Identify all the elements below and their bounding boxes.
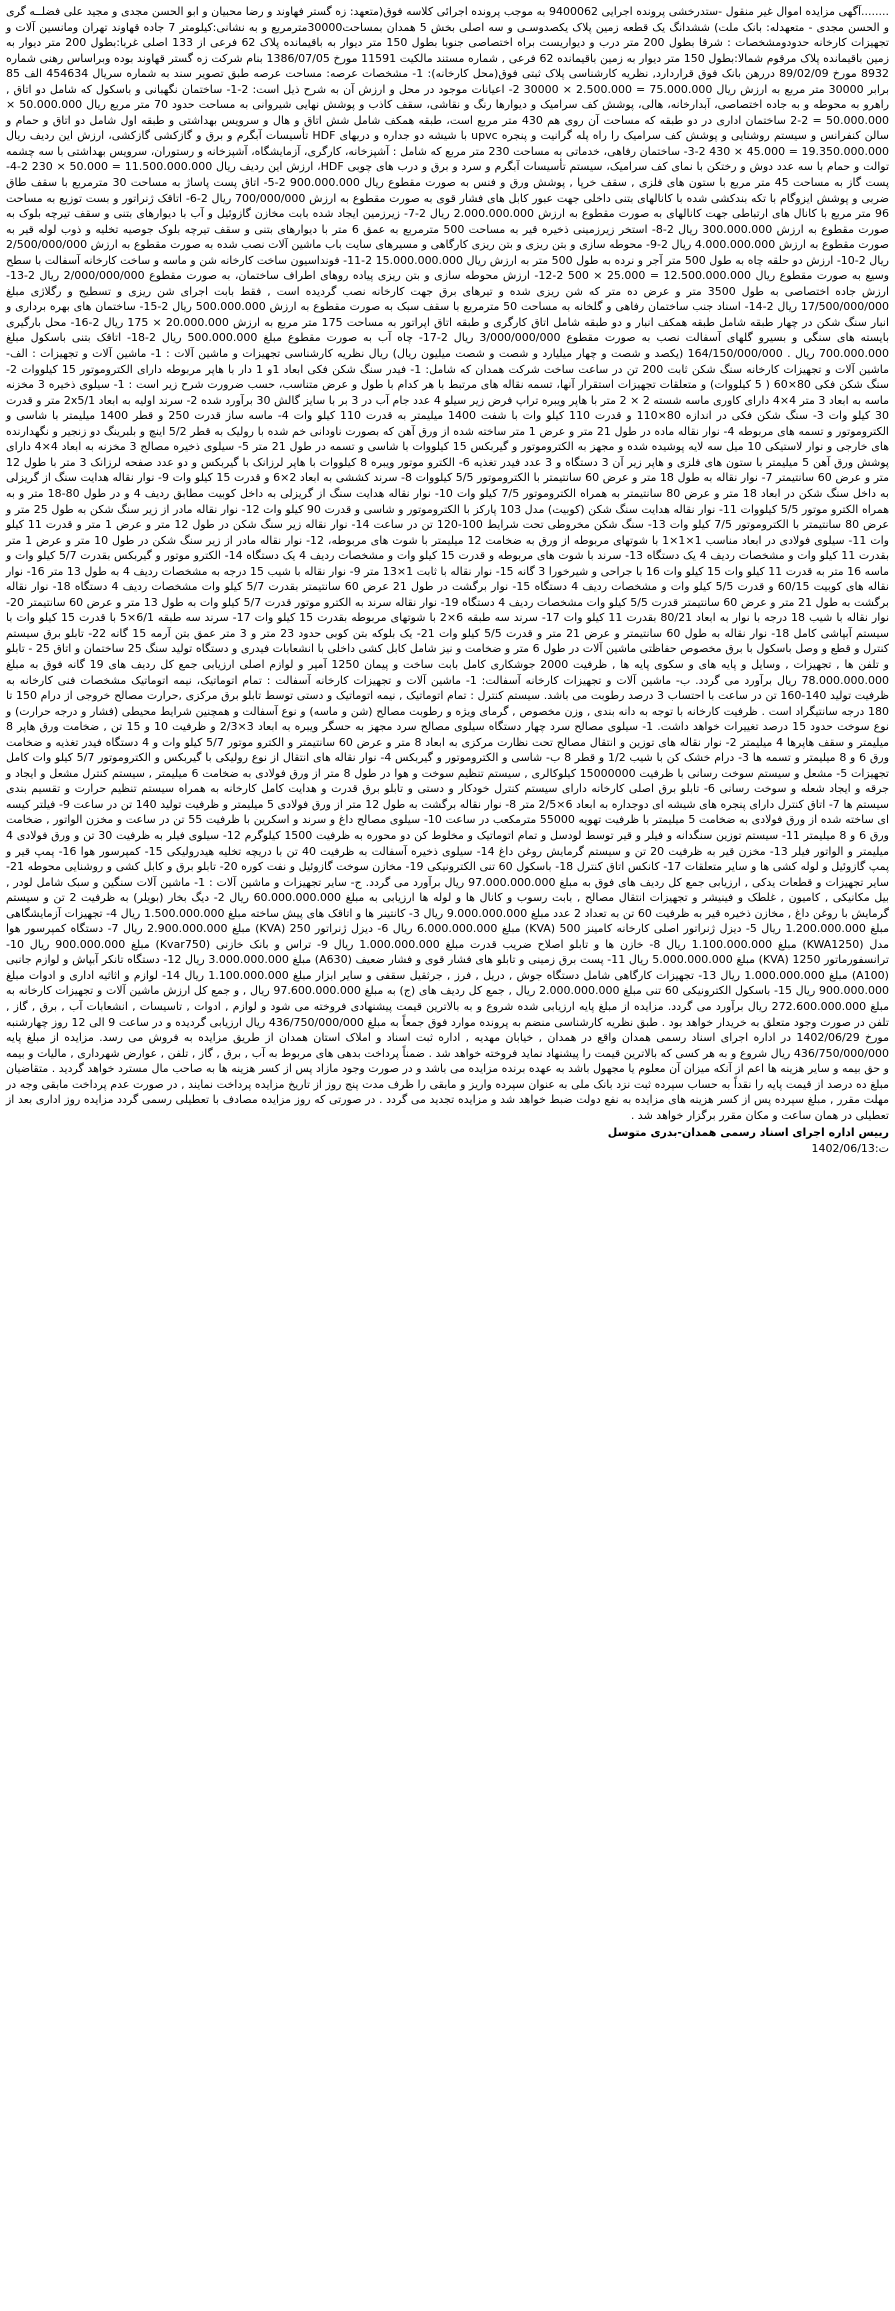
notice-signature: رییس اداره اجرای اسناد رسمی همدان-بدری متوسل [607,1126,889,1140]
notice-date: 1402/06/13:ت [811,1141,889,1155]
notice-body-text: ........آگهی مزایده اموال غیر منقول -ستدرخشی پرونده اجرایی 9400062 به موجب پرونده اجرائی کلاسه فوق(متعهد: زه گستر فهاوند و رضا محبیان و ابو الحسن مجدی و مجید علی فضلــه گری و الحسن مجدی - متعهدله: بانک ملت) ششدانگ یک قطعه زمین پلاک یکصدوسـی و سه اصلی بخش 5 همدان بمساحت30000مترمربع و به نشانی:کیلومتر 7 جاده قهاوند تهران ومانسین آلات و تجهیزات کارخانه حدودومشخصات : شرقا بطول 200 متر درب و دیواریست براه اختصاصی جنوبا بطول 150 متر دیوار به باقیمانده پلاک 62 فرعی از 133 اصلی غربا:بطول 200 متر دیوار به زمین باقیمانده پلاک مرقوم شمالا:بطول 150 متر دیوار به زمین باقیمانده 62 فرعی , شماره مستند مالکیت 11591 مورخ 1386/07/05 بنام شرکت زه گستر قهاوند بوده وبراساس رهنی شماره 8932 مورخ 89/02/09 دررهن بانک فوق قراردارد, نظریه کارشناسی پلاک ثبتی فوق(محل کارخانه): 1- مشخصات عرصه: مساحت عرصه طبق تصویر سند به شماره سریال 454634 الف 85 برابر 30000 متر مربع به ارزش ریال 75.000.000 = 2.500.000 × 30000 2- اعیانات موجود در محل و ارزش آن به شرح ذیل است: 2-1- ساختمان نگهبانی و باسکول که شامل دو اتاق , راهرو به محوطه و به جاده اختصاصی، آبدارخانه، هالی، پوشش کف سرامیک و دیوارها رنگ و نقاشی، سقف کاذب و پوشش نهایی شیروانی به مساحت حدود 70 متر مربع ریال 50.000.000 × 50.000.000 = 2-2 ساختمان اداری در دو طبقه که مساحت آن روی هم 430 متر مربع است، طبقه همکف شامل شش اتاق و هال و سرویس بهداشتی و طبقه اول شامل دو اتاق و حمام و سالن کنفرانس و سیستم روشنایی و پوشش کف سرامیک را راه پله گرانیت و پنجره upvc با شیشه دو جداره و دربهای HDF تأسیسات آبگرم و برق و گازکشی گازکشی، ارزش این ردیف ریال 19.350.000.000 = 45.000 × 430 2-3- ساختمان رفاهی، خدماتی به مساحت 230 متر مربع که شامل : آشپزخانه، کارگری، آزمایشگاه، آشپزخانه و رستوران، سرویس بهداشتی با سه چشمه توالت و حمام با سه عدد دوش و رختکن با نمای کف سرامیک، سیستم تأسیسات آبگرم و سرد و برق و درب های چوبی HDF، ارزش این ردیف ریال 11.500.000.000 = 50.000 × 230 2-4- پست گاز به مساحت 45 متر مربع با ستون های فلزی , سقف خرپا , پوشش ورق و فنس به صورت مقطوع ریال 900.000.000 2-5- اتاق پست پاساژ به مساحت 30 مترمربع با سقف طاق ضربی و پوشش ایزوگام با تکه بندکشی شده با کانالهای بتنی داخلی جهت عبور کابل های فشار قوی به صورت مقطوع به ارزش 700/000/000 ریال 2-6- اتاقک ژنراتور و بست توزیع به مساحت 96 متر مربع با کانال های ارتباطی جهت کانالهای به صورت مقطوع به ارزش 2.000.000.000 ریال 2-7- زیرزمین ایجاد شده بابت مخازن گازوئیل و آب با دیوارهای بتنی و سقف تیرچه بلوک به صورت مقطوع به ارزش 300.000.000 ریال 2-8- استخر زیرزمینی ذخیره قیر به مساحت 500 مترمربع به عمق 6 متر با دیوارهای بتنی و سقف تیرچه بلوک جوصیه تخلیه و ذوب لوله قیر به صورت مقطوع به ارزش 4.000.000.000 ریال 2-9- محوطه سازی و بتن ریزی و بتن ریزی کارگاهی و مسیرهای سایت باب ماشین آلات نصب شده به صورت مقطوع به ارزش 2/500/000/000 ریال 2-10- ارزش دو حلقه چاه به طول 500 متر آجر و نرده به طول 500 متر به ارزش ریال 15.000.000.000 2-11- فونداسیون ساخت کارخانه شن و ماسه و ساخت کارخانه آسفالت با سطح وسیع به صورت مقطوع ریال 12.500.000.000 = 25.000 × 500 2-12- ارزش محوطه سازی و بتن ریزی پیاده روهای اطراف ساختمان، به صورت مقطوع 2/000/000/000 ریال 2-13- ارزش جاده اختصاصی به طول 3500 متر و عرض ده متر که شن ریزی شده و تیرهای برق جهت کارخانه نصب گردیده است , فقط بابت اجرای شن ریزی و تسطیح و رگلاژی مبلغ 17/500/000/000 ریال 2-14- اسناد جنب ساختمان رفاهی و گلخانه به مساحت 50 مترمربع با سقف سبک به صورت مقطوع به ارزش 500.000.000 ریال 2-15- ساختمان های بهره برداری و انبار سنگ شکن در چهار طبقه شامل طبقه همکف انبار و دو طبقه شامل اتاق کارگری و طبقه اتاق اپراتور به مساحت 175 متر مربع به ارزش 20.000.000 × 175 ریال 2-16- محل بارگیری بایسته های سنگی و بسیرو گلهای آسفالت نصب به صورت مقطوع 3/000/000/000 ریال 2-17- چاه آب به صورت مقطوع مبلغ 500.000.000 ریال 2-18- اتاقک بتنی باسکول مبلغ 700.000.000 ریال . 164/150/000/000 (یکصد و شصت و چهار میلیارد و شصت و شصت میلیون ریال) ریال نظریه کارشناسی تجهیزات و ماشین آلات : 1- ماشین آلات و تجهیزات : الف- ماشین آلات و تجهیزات کارخانه سنگ شکن ثابت 200 تن در ساعت ساخت شرکت همدان که شامل: 1- فیدر سنگ شکن فکی ابعاد 1و 1 دار با هاپر مربوطه دارای الکتروموتور 15 کیلووات 2- سنگ شکن فکی 80×60 ( 5 کیلووات) و متعلقات تجهیزات استقرار آنها، تسمه نقاله های مرتبط با هر کدام با طول و عرض متناسب، حسب ضرورت شرح زیر است : 1- سیلوی ذخیره 3 مخزنه ماسه به ابعاد 3 متر 4×4 دارای کاوری ماسه شسته 2 × 2 متر با هاپر ویبره تراپ فرض زیر سیلو 4 عدد جام آب در 3 بر با سایز گالش 30 برآورد شده 2- سرند اولیه به ابعاد 2x5/1 متر و قدرت 30 کیلو وات 3- سنگ شکن فکی در اندازه 80×110 و قدرت 110 کیلو وات با شفت 1400 میلیمتر به قدرت 110 کیلو وات 4- ماسه ساز قدرت 250 و قطر 1400 میلیمتر با شاسی و الکتروموتور و تسمه های مربوطه 4- نوار نقاله ماده در طول 21 متر و عرض 1 متر ساخته شده از ورق آهن که بصورت ناودانی خم شده با رولیک به قطر 5/2 اینچ و بلبرینگ دو زنجیر و نگهدارنده های خارجی و نوار لاستیکی 10 میل سه لایه پوشیده شده و مجهز به الکتروموتور و گیربکس 15 کیلووات با شاسی و تسمه در طول 21 متر 5- سیلوی ذخیره مصالح 3 مخزنه به ابعاد 4×4 دارای پوشش ورق آهن 5 میلیمتر با ستون های فلزی و هاپر زیر آن 3 دستگاه و 3 عدد فیدر تغذیه 6- الکترو موتور ویبره 8 کیلووات با هاپر لرزانک با گیربکس و دو عدد صفحه لرزانک 3 متر با طول 12 متر و عرض 60 سانتیمتر 7- نوار نقاله به طول 18 متر و عرض 60 سانتیمتر با الکتروموتور 5/5 کیلووات 8- سرند کششی به ابعاد 2×6 و قدرت 15 کیلو وات 9- نوار نقاله هدایت سنگ از گریزلی به داخل سنگ شکن در ابعاد 18 متر و عرض 80 سانتیمتر به همراه الکتروموتور 7/5 کیلو وات 10- نوار نقاله هدایت سنگ از گریزلی به داخل کوبیت مطابق ردیف 4 و در طول 80-18 متر و به همراه الکترو موتور 5/5 کیلووات 11- نوار نقاله هدایت سنگ شکن (کوبیت) مدل 103 پارکز با الکتروموتور و شاسی و قدرت 90 کیلو وات 12- نوار نقاله مادر از زیر سنگ شکن به طول 25 متر و عرض 80 سانتیمتر با الکتروموتور 7/5 کیلو وات 13- سنگ شکن مخروطی تحت شرایط 100-120 تن در ساعت 14- نوار نقاله زیر سنگ شکن در طول 12 متر و عرض 1 متر و قدرت 11 کیلو وات 11- سیلوی فولادی در ابعاد مناسب 1×1×1 با شوتهای مربوطه از ورق به ضخامت 12 میلیمتر با شوت های مربوطه، 12- نوار نقاله مادر از زیر سنگ شکن در طول 10 متر و عرض 1 متر بقدرت 11 کیلو وات و مشخصات ردیف 4 یک دستگاه 13- سرند با شوت های مربوطه و قدرت 15 کیلو وات و مشخصات ردیف 4 یک دستگاه 14- الکترو موتور و گیربکس بقدرت 5/7 کیلو وات و ماسه 16 متر به قدرت 11 کیلو وات 15 کیلو وات 16 با جراحی و شیرخورا 3 گانه 15- نوار نقاله با ثابت 1×13 متر 9- نوار نقاله با شیب 15 درجه به مشخصات ردیف 4 به طول 13 متر 16- نوار نقاله های کوبیت 60/15 و قدرت 5/5 کیلو وات و مشخصات ردیف 4 دستگاه 15- نوار برگشت در طول 21 عرض 60 سانتیمتر بقدرت 5/7 کیلو وات مشخصات ردیف 4 دستگاه 18- نوار نقاله برگشت به طول 21 متر و عرض 60 سانتیمتر قدرت 5/5 کیلو وات مشخصات ردیف 4 دستگاه 19- نوار نقاله سرند به الکترو موتور قدرت 5/7 کیلو وات به طول 13 متر و عرض 60 سانتیمتر 20- نوار نقاله با شیب 18 درجه با نوار به ابعاد 80/21 بقدرت 11 کیلو وات 17- سرند سه طبقه 6×2 با شوتهای مربوطه بقدرت 15 کیلو وات 17- سرند سه طبقه 6/1×5 با قدرت 15 کیلو وات با سیستم آبپاشی کامل 18- نوار نقاله به طول 60 سانتیمتر و عرض 21 متر و قدرت 5/5 کیلو وات 21- یک بلوکه بتن کوبی حدود 23 متر و 3 متر عمق بتن آرمه 15 گانه 22- تابلو برق سیستم کنترل و قطع و وصل باسکول با برق مخصوص حفاظتی ماشین آلات در طول 6 متر و ضخامت و نیز شامل کابل کشی داخلی با انشعابات فیدری و دستگاه تولید سنگ 25 ساختمان و اتاق 25 - تابلو و تلفن ها , تجهیزات , وسایل و پایه های و سکوی پایه ها , ظرفیت 2000 جوشکاری کامل بابت ساخت و پیمان 1250 آمپر و لوازم اصلی ارزیابی جمع کل ردیف های 19 گانه فوق به مبلغ 78.000.000.000 ریال برآورد می گردد. ب- ماشین آلات و تجهیزات کارخانه آسفالت: 1- ماشین آلات و تجهیزات کارخانه آسفالت : تمام اتوماتیک، نیمه اتوماتیک مشخصات فنی کارخانه به ظرفیت تولید 140-160 تن در ساعت با احتساب 3 درصد رطوبت می باشد. سیستم کنترل : تمام اتوماتیک , نیمه اتوماتیک و دستی توسط تابلو برق مرکزی ,حرارت مصالح خروجی از درام 150 تا 180 درجه سانتیگراد است . ظرفیت کارخانه با توجه به دانه بندی , وزن مخصوص , گرمای ویژه و رطوبت مصالح (شن و ماسه) و نوع آسفالت و همچنین شرایط محیطی (فشار و درجه حرارت) و نوع سوخت حدود 15 درصد تغییرات خواهد داشت. 1- سیلوی مصالح سرد چهار دستگاه سیلوی مصالح سرد مجهز به حسگر ویبره به ابعاد 3×2/3 و ظرفیت 10 و 15 تن , ضخامت ورق هاپر 8 میلیمتر و سقف هاپرها 4 میلیمتر 2- نوار نقاله های توزین و انتقال مصالح تحت نظارت مرکزی به ابعاد 8 متر و عرض 60 سانتیمتر و الکترو موتور 5/7 کیلو وات و 4 دستگاه فیدر تغذیه و ضخامت ورق 6 و 8 میلیمتر و تسمه ها 3- درام خشک کن با شیب 1/2 و قطر 8 ب- شاسی و الکتروموتور و گیربکس 4- نوار نقاله های انتقال از نوع رولیکی با گیربکس و الکتروموتور 5/7 کیلو وات کامل تجهیزات 5- مشعل و سیستم سوخت رسانی با ظرفیت 15000000 کیلوکالری , سیستم تنظیم سوخت و هوا در طول 8 متر از ورق فولادی به ضخامت 6 میلیمتر , سیستم کنترل مشعل و ایجاد و جرقه و ایجاد شعله و سوخت رسانی 6- تابلو برق اصلی کارخانه دارای سیستم کنترل خودکار و دستی و تابلو برق قدرت و هدایت کامل کارخانه به همراه سیستم تنظیم حرارت و تقسیم بندی سیستم ها 7- اتاق کنترل دارای پنجره های شیشه ای دوجداره به ابعاد 6×2/5 متر 8- نوار نقاله برگشت به طول 12 متر از ورق فولادی 5 میلیمتر و ظرفیت تولید 140 تن در ساعت 9- فیلتر کیسه ای ساخته شده از ورق فولادی به ضخامت 5 میلیمتر با ظرفیت تهویه 55000 مترمکعب در ساعت 10- سیلوی مصالح داغ و سرند و اسکرین با ظرفیت 55 تن در ساعت و مخزن الواتور , ضخامت ورق 6 و 8 میلیمتر 11- سیستم توزین سنگدانه و فیلر و قیر توسط لودسل و تمام اتوماتیک و مخلوط کن دو محوره به ظرفیت 1500 کیلوگرم 12- سیلوی فیلر به ظرفیت 30 تن و ورق فولادی 4 میلیمتر و الواتور فیلر 13- مخزن قیر به ظرفیت 20 تن و سیستم گرمایش روغن داغ 14- سیلوی ذخیره آسفالت به ظرفیت 40 تن با دریچه تخلیه هیدرولیکی 15- کمپرسور هوا 16- پمپ قیر و پمپ گازوئیل و لوله کشی ها و سایر متعلقات 17- کانکس اتاق کنترل 18- باسکول 60 تنی الکترونیکی 19- مخازن سوخت گازوئیل و نفت کوره 20- تابلو برق و کابل کشی و روشنایی محوطه 21- سایر تجهیزات و قطعات یدکی , ارزیابی جمع کل ردیف های فوق به مبلغ 97.000.000.000 ریال برآورد می گردد. ج- سایر تجهیزات و ماشین آلات : 1- ماشین آلات سنگین و سبک شامل لودر , بیل مکانیکی , کامیون , غلطک و فینیشر و تجهیزات انتقال مصالح , بابت رسوب و کانال ها و لوله ها ارزیابی به مبلغ 60.000.000.000 ریال 2- دیگ بخار (بویلر) به ظرفیت 2 تن و سیستم گرمایش با روغن داغ , مخازن ذخیره قیر به ظرفیت 60 تن به تعداد 2 عدد مبلغ 9.000.000.000 ریال 3- کانتینر ها و اتاقک های پیش ساخته مبلغ 1.500.000.000 ریال 4- تجهیزات آزمایشگاهی مبلغ 1.200.000.000 ریال 5- دیزل ژنراتور اصلی کارخانه کامینز 500 (KVA) مبلغ 6.000.000.000 ریال 6- دیزل ژنراتور 250 (KVA) مبلغ 2.900.000.000 ریال 7- دستگاه کمپرسور هوا مدل (KWA1250) مبلغ 1.100.000.000 ریال 8- خازن ها و تابلو اصلاح ضریب قدرت مبلغ 1.000.000.000 ریال 9- تراس و بانک خازنی (Kvar750) مبلغ 900.000.000 ریال 10- ترانسفورماتور 1250 (KVA) مبلغ 5.000.000.000 ریال 11- پست برق زمینی و تابلو های فشار قوی و فشار ضعیف (A630) مبلغ 3.000.000.000 ریال 12- دستگاه تانکر آبپاش و لوازم جانبی (A100) مبلغ 1.000.000.000 ریال 13- تجهیزات کارگاهی شامل دستگاه جوش , دریل , فرز , جرثقیل سقفی و سایر ابزار مبلغ 1.100.000.000 ریال 14- لوازم و اثاثیه اداری و ادوات مبلغ 900.000.000 ریال 15- باسکول الکترونیکی 60 تنی مبلغ 2.000.000.000 ریال , جمع کل ردیف های (ج) به مبلغ 97.600.000.000 ریال , و جمع کل ارزش ماشین آلات و تجهیزات کارخانه به مبلغ 272.600.000.000 ریال برآورد می گردد. مزایده از مبلغ پایه ارزیابی شده شروع و به بالاترین قیمت پیشنهادی فروخته می شود و لوازم , ادوات , تاسیسات , انشعابات آب , برق , گاز , تلفن در صورت وجود متعلق به خریدار خواهد بود . طبق نظریه کارشناسی منضم به پرونده موارد فوق جمعاً به مبلغ 436/750/000/000 ریال ارزیابی گردیده و در ساعت 9 الی 12 روز چهارشنبه مورخ 1402/06/29 در اداره اجرای اسناد رسمی همدان واقع در همدان , خیابان مهدیه , اداره ثبت اسناد و املاک استان همدان از طریق مزایده به فروش می رسد. مزایده از مبلغ پایه 436/750/000/000 ریال شروع و به هر کسی که بالاترین قیمت را پیشنهاد نماید فروخته خواهد شد . ضمناً پرداخت بدهی های مربوط به آب , برق , گاز , تلفن , عوارض شهرداری , مالیات و بیمه و حق بیمه و سایر هزینه ها اعم از آنکه میزان آن معلوم یا مجهول باشد به عهده برنده مزایده می باشد و در صورت وجود مازاد پس از کسر هزینه ها به صاحب مال مسترد خواهد گردید . متقاضیان مبلغ ده درصد از قیمت پایه را نقداً به حساب سپرده ثبت نزد بانک ملی به عنوان سپرده واریز و مابقی را ظرف مدت پنج روز از تاریخ مزایده پرداخت نمایند , در صورت عدم پرداخت مابقی وجه در مهلت مقرر , مبلغ سپرده پس از کسر هزینه های مزایده به نفع دولت ضبط خواهد شد و مزایده تجدید می گردد . در صورتی که روز مزایده مصادف با تعطیلی رسمی گردد مزایده روز اداری بعد از تعطیلی در همان ساعت و مکان مقرر برگزار خواهد شد . [6,5,890,1122]
